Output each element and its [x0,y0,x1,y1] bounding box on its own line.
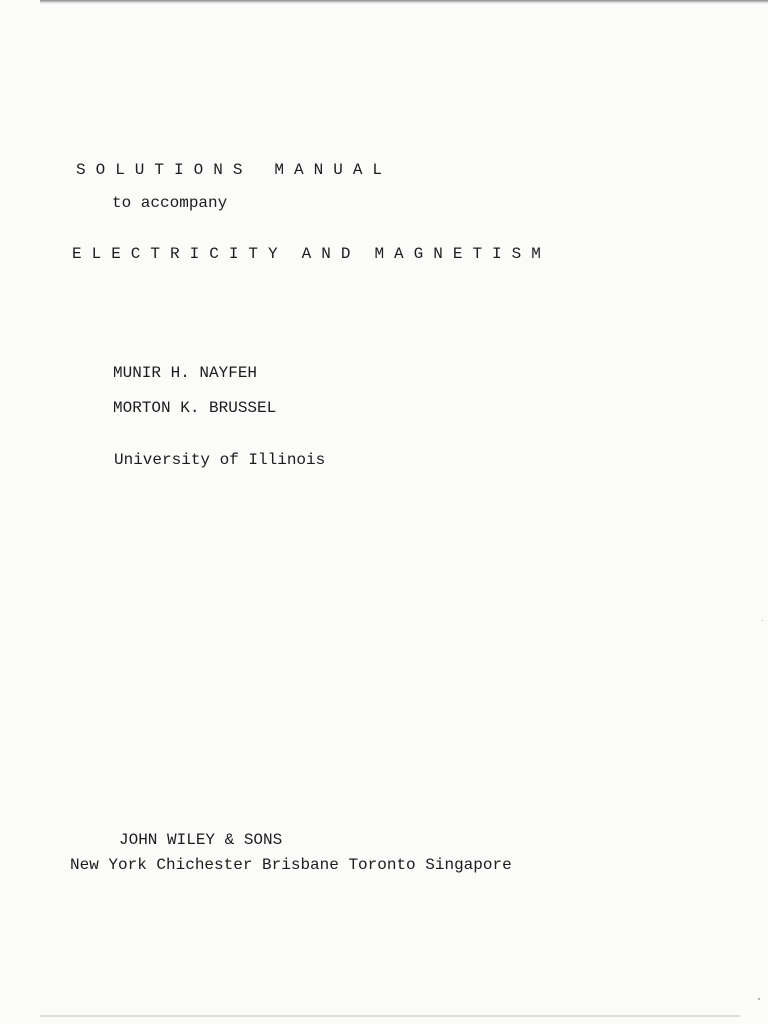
title-word-magnetism: MAGNETISM [374,245,551,263]
scan-edge-bottom [40,1015,740,1017]
publisher-name: JOHN WILEY & SONS [119,831,283,849]
title-line-3 [72,244,551,264]
scan-speck [762,620,763,621]
scan-speck [758,998,760,1000]
title-word-manual: MANUAL [274,161,393,179]
author-name: MORTON K. BRUSSEL [113,399,277,417]
affiliation: University of Illinois [114,451,326,469]
title-word-electricity: ELECTRICITY [72,245,288,263]
title-word-and: AND [301,245,361,263]
author-name: MUNIR H. NAYFEH [113,364,258,382]
title-line-1 [76,160,392,180]
title-line-2: to accompany [112,194,228,212]
title-word-solutions: SOLUTIONS [76,161,253,179]
publisher-cities: New York Chichester Brisbane Toronto Singapore [70,856,512,874]
scan-edge-top [40,0,768,4]
